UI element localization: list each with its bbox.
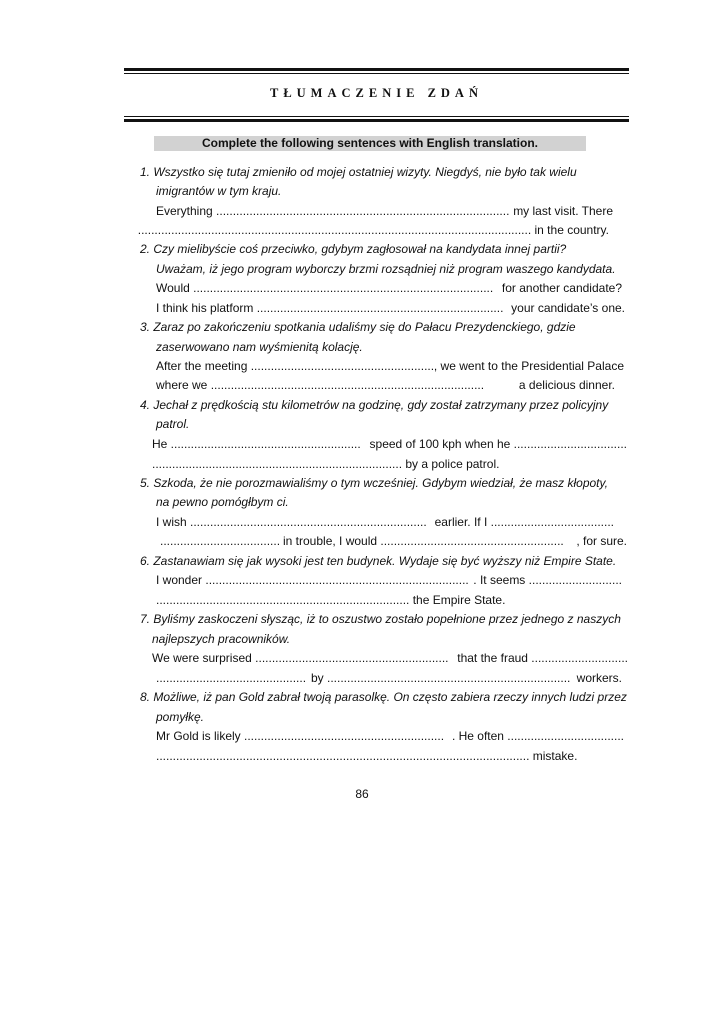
exercise-8-polish-line-2: pomyłkę. <box>156 710 205 724</box>
exercise-7-english-line-2-middle: by ......................................................................... <box>311 671 571 685</box>
exercise-4-english-line-2: ........................................................................... by a police patrol. <box>152 457 500 471</box>
exercise-3-polish-line-1: 3. Zaraz po zakończeniu spotkania udaliśmy się do Pałacu Prezydenckiego, gdzie <box>140 320 576 334</box>
page-number: 86 <box>355 787 369 801</box>
exercise-1-english-line-2: ...................................................................................................................... in the country. <box>137 223 609 237</box>
header-rule-top-thin <box>124 73 629 74</box>
exercise-7-polish-line-2: najlepszych pracowników. <box>152 632 291 646</box>
exercise-8-english-line-1-end: . He often ................................... <box>451 729 624 743</box>
exercise-3-polish-line-2: zaserwowano nam wyśmienitą kolację. <box>156 340 363 354</box>
exercise-1-english-line-1-start: Everything ........................................................................................ <box>156 204 510 218</box>
exercise-2-english-line-1-end: for another candidate? <box>501 281 622 295</box>
exercise-7-english-line-2-end: workers. <box>576 671 622 685</box>
header-rule-top-thick <box>124 68 629 71</box>
exercise-3-english-line-2-end: a delicious dinner. <box>518 378 615 392</box>
exercise-8-polish-line-1: 8. Możliwe, iż pan Gold zabrał twoją parasolkę. On często zabiera rzeczy innych ludzi przez <box>140 690 627 704</box>
exercise-2-english-line-1-start: Would .......................................................................................... <box>156 281 494 295</box>
exercise-3-english-line-1-start: After the meeting ....................................................... <box>156 359 435 373</box>
header-rule-bottom-thin <box>124 116 629 117</box>
exercise-5-english-line-2-end: , for sure. <box>576 534 627 548</box>
exercise-5-english-line-1-end: earlier. If I ..................................... <box>434 515 614 529</box>
instruction-banner: Complete the following sentences with English translation. <box>154 136 586 151</box>
exercise-8-english-line-2: ................................................................................................................ mistake. <box>156 749 578 763</box>
exercise-5-english-line-2-start: .................................... <box>160 534 281 548</box>
exercise-6-english-line-2: ............................................................................ the Empire State. <box>156 593 506 607</box>
exercise-5-english-line-2-middle: in trouble, I would ....................................................... <box>283 534 564 548</box>
exercise-5-polish-line-1: 5. Szkoda, że nie porozmawialiśmy o tym wcześniej. Gdybym wiedział, że masz kłopoty, <box>140 476 608 490</box>
exercise-2-polish-line-2: Uważam, iż jego program wyborczy brzmi rozsądniej niż program waszego kandydata. <box>156 262 616 276</box>
exercise-3-english-line-1-end: , we went to the Presidential Palace <box>433 359 624 373</box>
exercise-4-polish-line-2: patrol. <box>156 417 190 431</box>
page-title: TŁUMACZENIE ZDAŃ <box>269 86 483 100</box>
exercise-3-english-line-2-start: where we .................................................................................. <box>156 378 485 392</box>
exercise-6-polish-line-1: 6. Zastanawiam się jak wysoki jest ten budynek. Wydaje się być wyższy niż Empire State. <box>140 554 617 568</box>
exercise-7-polish-line-1: 7. Byliśmy zaskoczeni słysząc, iż to oszustwo zostało popełnione przez jednego z naszych <box>140 612 621 626</box>
exercise-5-english-line-1-start: I wish ....................................................................... <box>156 515 427 529</box>
exercise-6-english-line-1-start: I wonder ............................................................................... <box>156 573 469 587</box>
exercise-7-english-line-1-start: We were surprised .......................................................... <box>152 651 449 665</box>
exercise-4-polish-line-1: 4. Jechał z prędkością stu kilometrów na godzinę, gdy został zatrzymany przez policyjny <box>140 398 609 412</box>
exercise-7-english-line-1-end: that the fraud ............................. <box>457 651 628 665</box>
header-rule-bottom-thick <box>124 119 629 122</box>
exercise-1-english-line-1-end: my last visit. There <box>513 204 613 218</box>
exercise-1-polish-line-1: 1. Wszystko się tutaj zmieniło od mojej ostatniej wizyty. Niegdyś, nie było tak wielu <box>140 165 577 179</box>
exercise-6-english-line-1-end: . It seems ............................ <box>473 573 622 587</box>
exercise-2-polish-line-1: 2. Czy mielibyście coś przeciwko, gdybym zagłosował na kandydata innej partii? <box>140 242 567 256</box>
exercise-7-english-line-2-start: ............................................. <box>156 671 307 685</box>
exercise-2-english-line-2-start: I think his platform .......................................................................... <box>156 301 504 315</box>
exercise-8-english-line-1-start: Mr Gold is likely ............................................................ <box>156 729 445 743</box>
exercise-1-polish-line-2: imigrantów w tym kraju. <box>156 184 282 198</box>
exercise-2-english-line-2-end: your candidate’s one. <box>511 301 625 315</box>
exercise-4-english-line-1-start: He ......................................................... <box>152 437 361 451</box>
exercise-5-polish-line-2: na pewno pomógłbym ci. <box>156 495 289 509</box>
exercise-4-english-line-1-end: speed of 100 kph when he .................................. <box>369 437 627 451</box>
